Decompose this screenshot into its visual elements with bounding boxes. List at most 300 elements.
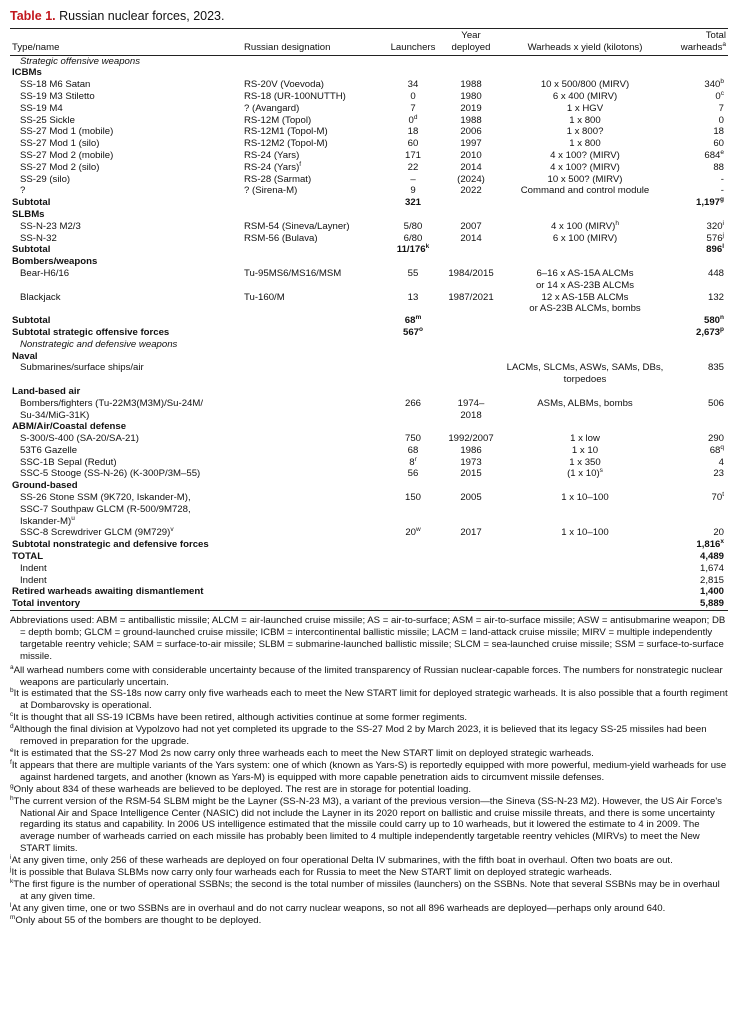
row-designation: [242, 445, 384, 457]
row-year: [442, 55, 500, 67]
row-year: 1986: [460, 444, 482, 456]
row-designation: [242, 492, 384, 527]
row-name: SS-29 (silo): [20, 173, 71, 185]
row-designation: [242, 586, 384, 598]
row-warheads-yield: [500, 586, 670, 598]
header-designation: Russian designation: [242, 30, 384, 55]
row-total-warheads: 1,816$^x$: [696, 538, 724, 551]
row-designation: Tu-160/M: [244, 291, 285, 303]
footnote: $^h$The current version of the RSM-54 SLBM might be the Layner (SS-N-23 M3), a variant of the previous version—the Sineva (SS-N-23 M2). However, the US Air Force's National Air and Space Intelligence Center (NASIC) did not include the Layner in its 2020 report on ballistic and cruise missile threats, and there is some uncertainty regarding its status and capability. In 2006 US intelligence estimated that the missile could carry up to 10 warheads, but it lowered the estimate to 4 in 2009. The average number of warheads carried on each missile has probably been limited to 4 multiple independently targetable reentry vehicles (MIRVs) to meet the New START limits.: [10, 794, 722, 855]
row-year: 2015: [460, 468, 482, 480]
table-notes: [10, 615, 728, 927]
row-warheads-yield: 1 x HGV: [566, 102, 604, 114]
row-launchers: 0: [410, 90, 416, 102]
row-designation: ? (Sirena-M): [244, 185, 298, 197]
row-name: TOTAL: [12, 551, 44, 563]
row-year: 1992/2007: [448, 433, 494, 445]
row-designation: RS-12M2 (Topol-M): [244, 138, 328, 150]
row-year: 1984/2015: [448, 267, 494, 279]
row-name: ?: [20, 185, 26, 197]
row-year: [442, 563, 500, 575]
row-designation: [242, 244, 384, 256]
row-total-warheads: [670, 55, 728, 67]
row-designation: [242, 527, 384, 539]
row-year: [442, 67, 500, 79]
row-year: [442, 539, 500, 551]
table-row: [10, 327, 728, 339]
row-designation: [242, 598, 384, 610]
table-row: [10, 150, 728, 162]
header-year: Year deployed: [442, 30, 500, 55]
row-total-warheads: 20: [713, 527, 724, 539]
table-row: [10, 480, 728, 492]
row-year: [442, 551, 500, 563]
table-row: [10, 492, 728, 527]
row-launchers: [384, 351, 442, 363]
table-row: [10, 351, 728, 363]
table-row: [10, 138, 728, 150]
row-total-warheads: 60: [713, 138, 724, 150]
row-name: ICBMs: [12, 67, 42, 79]
row-launchers: 0$^d$: [408, 113, 418, 126]
row-year: [442, 339, 500, 351]
footnote: $^d$Although the final division at Vypolzovo had not yet completed its upgrade to the SS-27 Mod 2 by March 2023, it is believed that its legacy SS-25 missiles had been removed in preparation for the upgrade.: [10, 723, 707, 748]
row-designation: RSM-56 (Bulava): [244, 232, 318, 244]
nuclear-forces-table: [10, 28, 728, 611]
row-year: [442, 362, 500, 386]
row-designation: RS-28 (Sarmat): [244, 173, 312, 185]
row-total-warheads: 0: [718, 114, 724, 126]
row-total-warheads: 290: [707, 433, 724, 445]
row-name: SSC-1B Sepal (Redut): [20, 456, 117, 468]
row-designation: [242, 551, 384, 563]
row-year: [442, 327, 500, 339]
row-year: [442, 351, 500, 363]
row-name: Land-based air: [12, 385, 81, 397]
row-designation: [242, 468, 384, 480]
row-launchers: 68$^m$: [404, 314, 422, 327]
table-caption: Russian nuclear forces, 2023.: [59, 9, 225, 23]
table-row: [10, 268, 728, 292]
row-launchers: 8$^r$: [409, 455, 417, 468]
row-name: Blackjack: [20, 291, 61, 303]
row-launchers: [384, 386, 442, 398]
row-launchers: 20$^w$: [405, 526, 421, 539]
footnote: $^i$At any given time, only 256 of these warheads are deployed on four operational Delta IV submarines, with the fifth boat in overhaul. Often two boats are out.: [10, 854, 673, 867]
row-designation: [242, 67, 384, 79]
row-total-warheads: 4: [718, 456, 724, 468]
footnote: $^c$It is thought that all SS-19 ICBMs have been retired, although activities continue at some former regiments.: [10, 711, 468, 724]
row-launchers: 13: [407, 291, 419, 303]
row-designation: [242, 256, 384, 268]
row-launchers: 60: [407, 138, 419, 150]
row-launchers: 567$^o$: [403, 325, 423, 338]
row-designation: RS-18 (UR-100NUTTH): [244, 90, 346, 102]
row-warheads-yield: [500, 563, 670, 575]
row-total-warheads: [670, 256, 728, 268]
row-year: [442, 209, 500, 221]
row-launchers: [384, 563, 442, 575]
row-warheads-yield: [500, 209, 670, 221]
row-warheads-yield: 12 x AS-15B ALCMs or AS-23B ALCMs, bombs: [529, 291, 641, 315]
row-total-warheads: 684e: [704, 148, 724, 161]
row-warheads-yield: 1 x 800?: [566, 126, 604, 138]
row-total-warheads: [670, 421, 728, 433]
row-launchers: [384, 575, 442, 587]
row-name: SS-27 Mod 2 (mobile): [20, 149, 114, 161]
row-warheads-yield: 4 x 100? (MIRV): [550, 161, 620, 173]
row-warheads-yield: [500, 421, 670, 433]
row-name: Bear-H6/16: [20, 267, 70, 279]
row-warheads-yield: 10 x 500? (MIRV): [547, 173, 623, 185]
row-name: Subtotal: [12, 197, 51, 209]
row-total-warheads: 896$^l$: [706, 243, 724, 256]
row-designation: [242, 339, 384, 351]
row-year: 1988: [460, 114, 482, 126]
row-total-warheads: 835: [707, 362, 724, 374]
row-year: [442, 575, 500, 587]
table-row: [10, 586, 728, 598]
row-year: [442, 586, 500, 598]
row-launchers: [384, 551, 442, 563]
table-row: [10, 527, 728, 539]
row-name: Total inventory: [10, 598, 242, 610]
table-row: [10, 209, 728, 221]
row-launchers: 18: [407, 126, 419, 138]
row-designation: Tu-95MS6/MS16/MSM: [244, 267, 342, 279]
row-warheads-yield: [500, 551, 670, 563]
row-name: Bombers/fighters (Tu-22M3(M3M)/Su-24M/ Su-34/MiG-31K): [20, 397, 204, 421]
table-row: [10, 339, 728, 351]
row-total-warheads: 70$^t$: [711, 491, 724, 504]
row-launchers: [384, 421, 442, 433]
row-name: SS-19 M3 Stiletto: [20, 90, 95, 102]
row-launchers: –: [410, 173, 416, 185]
row-warheads-yield: 1 x 800: [569, 138, 601, 150]
row-launchers: 68: [407, 444, 419, 456]
row-warheads-yield: 1 x 10: [571, 444, 599, 456]
table-row: [10, 421, 728, 433]
row-designation: [242, 327, 384, 339]
row-warheads-yield: 6 x 400 (MIRV): [552, 90, 618, 102]
row-total-warheads: 88: [713, 161, 724, 173]
row-designation: [242, 197, 384, 209]
row-warheads-yield: 1 x 10–100: [561, 492, 609, 504]
row-total-warheads: 320$^i$: [706, 219, 724, 232]
row-year: [442, 386, 500, 398]
table-body: [10, 55, 728, 610]
footnote: $^l$At any given time, one or two SSBNs are in overhaul and do not carry nuclear weapons, so not all 896 warheads are deployed—perhaps only around 640.: [10, 901, 666, 914]
table-row: [10, 362, 728, 386]
table-row: [10, 457, 728, 469]
table-row: [10, 292, 728, 316]
row-total-warheads: 1,674: [699, 562, 724, 574]
row-launchers: [384, 480, 442, 492]
row-designation: [242, 351, 384, 363]
table-row: [10, 103, 728, 115]
row-launchers: [384, 339, 442, 351]
row-name: SS-19 M4: [20, 102, 63, 114]
table-row: [10, 115, 728, 127]
row-warheads-yield: [500, 315, 670, 327]
row-launchers: 6/80: [403, 232, 423, 244]
row-warheads-yield: 4 x 100 (MIRV)$^h$: [551, 219, 619, 232]
table-row: [10, 539, 728, 551]
row-launchers: 9: [410, 185, 416, 197]
row-total-warheads: 1,197$^g$: [696, 196, 724, 209]
row-total-warheads: 1,400: [699, 586, 724, 598]
row-year: 2006: [460, 126, 482, 138]
row-warheads-yield: [500, 575, 670, 587]
table-row: [10, 197, 728, 209]
row-warheads-yield: ASMs, ALBMs, bombs: [537, 397, 633, 409]
table-row: [10, 91, 728, 103]
row-year: 1973: [460, 456, 482, 468]
row-name: Submarines/surface ships/air: [20, 362, 144, 374]
row-warheads-yield: [500, 327, 670, 339]
table-row: [10, 551, 728, 563]
row-total-warheads: -: [720, 173, 724, 185]
table-row: [10, 174, 728, 186]
row-year: 2014: [460, 161, 482, 173]
row-launchers: [384, 362, 442, 386]
row-total-warheads: 2,815: [699, 574, 724, 586]
row-warheads-yield: 6 x 100 (MIRV): [552, 232, 618, 244]
row-name: SSC-5 Stooge (SS-N-26) (K-300P/3M–55): [20, 468, 201, 480]
row-designation: [242, 315, 384, 327]
row-designation: [242, 480, 384, 492]
row-total-warheads: -: [720, 185, 724, 197]
row-total-warheads: [670, 339, 728, 351]
table-row: [10, 575, 728, 587]
footnote: $^j$It is possible that Bulava SLBMs now carry only four warheads each for Russia to meet the New START limit on deployed strategic warheads.: [10, 866, 612, 879]
row-launchers: 22: [407, 161, 419, 173]
row-name: SSC-8 Screwdriver GLCM $(9M729)^v$: [20, 526, 174, 539]
row-name: Ground-based: [12, 480, 78, 492]
row-total-warheads: 2,673$^p$: [696, 325, 724, 338]
table-number: Table 1.: [10, 9, 56, 23]
row-launchers: 266: [404, 397, 421, 409]
row-name: Subtotal: [12, 315, 51, 327]
row-year: 2014: [460, 232, 482, 244]
row-warheads-yield: 1 x 350: [569, 456, 601, 468]
footnote: $^f$It appears that there are multiple variants of the Yars system: one of which (known as Yars-S) is reportedly equipped with more powerful, medium-yield warheads for use against hardened targets, and another (known as Yars-M) is equipped with more capable penetration aids to circumvent missile defenses.: [10, 758, 727, 783]
row-warheads-yield: 1 x low: [570, 433, 600, 445]
row-warheads-yield: [500, 256, 670, 268]
row-warheads-yield: Command and control module: [520, 185, 650, 197]
row-year: 2007: [460, 220, 482, 232]
row-warheads-yield: [500, 55, 670, 67]
row-total-warheads: 506: [707, 397, 724, 409]
row-total-warheads: 0$^c$: [715, 89, 724, 102]
row-name: Naval: [12, 350, 38, 362]
header-warheads-yield: Warheads x yield (kilotons): [500, 30, 670, 55]
row-name: Bombers/weapons: [12, 256, 98, 268]
row-designation: [242, 55, 384, 67]
table-row: [10, 315, 728, 327]
abbreviations-note: Abbreviations used: ABM = antiballistic missile; ALCM = air-launched cruise missile; AS = air-to-surface; ASM = air-to-surface missile; ASW = antisubmarine weapon; DB = depth bomb; GLCM = ground-launched cruise missile; ICBM = intercontinental ballistic missile; LACM = land-attack cruise missile; MIRV = multiple independently targetable reentry vehicle; SAM = surface-to-air missile; SLBM = submarine-launched ballistic missile; SLCM = sea-launched cruise missile; SSM = surface-to-surface missile.: [10, 615, 726, 662]
row-name: SS-N-32: [20, 232, 57, 244]
row-launchers: 150: [404, 492, 421, 504]
row-total-warheads: [670, 209, 728, 221]
row-warheads-yield: 6–16 x AS-15A ALCMs or 14 x AS-23B ALCMs: [535, 267, 635, 291]
row-total-warheads: 4,489: [699, 551, 724, 563]
footnote: $^k$The first figure is the number of operational SSBNs; the second is the total number of missiles (launchers) on the SSBNs. Note that several SSBNs may be in overhaul at any given time.: [10, 877, 720, 902]
row-name: S-300/S-400 (SA-20/SA-21): [20, 433, 139, 445]
row-year: 2019: [460, 102, 482, 114]
row-warheads-yield: 1 x 10–100: [561, 527, 609, 539]
row-year: 1974– 2018: [457, 397, 485, 421]
row-launchers: 55: [407, 267, 419, 279]
row-warheads-yield: [500, 598, 670, 610]
row-launchers: 56: [407, 468, 419, 480]
row-designation: RS-20V (Voevoda): [244, 79, 324, 91]
row-launchers: [384, 55, 442, 67]
row-name: Nonstrategic and defensive weapons: [20, 338, 178, 350]
row-year: [442, 197, 500, 209]
row-year: [442, 244, 500, 256]
row-total-warheads: 448: [707, 267, 724, 279]
footnote: $^m$Only about 55 of the bombers are thought to be deployed.: [10, 913, 262, 926]
row-year: 2022: [460, 185, 482, 197]
row-designation: [242, 433, 384, 445]
table-row: [10, 256, 728, 268]
row-launchers: [384, 256, 442, 268]
row-launchers: 7: [410, 102, 416, 114]
table-row: [10, 233, 728, 245]
header-total-warheads: Total warheads$^a$: [670, 30, 728, 55]
table-row: [10, 162, 728, 174]
row-warheads-yield: [500, 339, 670, 351]
row-name: Retired warheads awaiting dismantlement: [12, 586, 204, 598]
row-name: 53T6 Gazelle: [20, 444, 78, 456]
row-name: Subtotal nonstrategic and defensive forces: [12, 539, 209, 551]
row-name: ABM/Air/Coastal defense: [12, 421, 127, 433]
row-designation: [242, 386, 384, 398]
row-warheads-yield: [500, 244, 670, 256]
row-total-warheads: [670, 480, 728, 492]
row-year: 2005: [460, 492, 482, 504]
row-name: SS-18 M6 Satan: [20, 79, 91, 91]
table-row: [10, 79, 728, 91]
row-warheads-yield: [500, 351, 670, 363]
row-year: [442, 421, 500, 433]
row-designation: RSM-54 (Sineva/Layner): [244, 220, 350, 232]
row-launchers: [384, 539, 442, 551]
row-name: SS-27 Mod 1 (mobile): [20, 126, 114, 138]
row-total-warheads: 5,889: [670, 598, 728, 610]
row-year: 1980: [460, 90, 482, 102]
row-name: Indent: [20, 574, 47, 586]
row-designation: [242, 563, 384, 575]
row-name: Subtotal strategic offensive forces: [12, 326, 170, 338]
row-warheads-yield: [500, 539, 670, 551]
row-designation: [242, 457, 384, 469]
row-year: [442, 480, 500, 492]
row-launchers: 171: [404, 149, 421, 161]
row-year: (2024): [457, 173, 485, 185]
row-warheads-yield: LACMs, SLCMs, ASWs, SAMs, DBs, torpedoes: [506, 362, 664, 386]
row-name: Strategic offensive weapons: [20, 55, 140, 67]
row-designation: [242, 362, 384, 386]
row-warheads-yield: 10 x 500/800 (MIRV): [540, 79, 630, 91]
footnote: $^b$It is estimated that the SS-18s now carry only five warheads each to meet the New START limit for deployed strategic warheads. It is also possible that a fourth regiment at Dombarovsky is operational.: [10, 687, 728, 712]
row-name: SS-27 Mod 1 (silo): [20, 138, 100, 150]
table-row: [10, 398, 728, 422]
row-year: [442, 256, 500, 268]
table-row: [10, 126, 728, 138]
row-year: [442, 598, 500, 610]
row-warheads-yield: [500, 386, 670, 398]
row-designation: [242, 539, 384, 551]
table-row: [10, 468, 728, 480]
row-warheads-yield: 4 x 100? (MIRV): [550, 149, 620, 161]
row-designation: RS-12M1 (Topol-M): [244, 126, 328, 138]
row-designation: [242, 421, 384, 433]
row-year: 1997: [460, 138, 482, 150]
row-year: 1988: [460, 79, 482, 91]
row-launchers: 750: [404, 433, 421, 445]
row-name: SS-27 Mod 2 (silo): [20, 161, 100, 173]
row-name: SS-26 Stone SSM (9K720, Iskander-M), SSC-7 Southpaw GLCM (R-500/9M728, Iskander-M)$^u$: [20, 492, 191, 527]
row-total-warheads: 576$^j$: [706, 231, 724, 244]
row-designation: RS-12M (Topol): [244, 114, 312, 126]
row-name: SLBMs: [12, 208, 45, 220]
table-row: [10, 244, 728, 256]
table-row: [10, 598, 728, 610]
row-name: SS-25 Sickle: [20, 114, 75, 126]
row-launchers: [384, 67, 442, 79]
row-warheads-yield: [500, 67, 670, 79]
table-row: [10, 185, 728, 197]
row-total-warheads: [670, 386, 728, 398]
row-total-warheads: 18: [713, 126, 724, 138]
row-total-warheads: 7: [718, 102, 724, 114]
header-type: Type/name: [10, 30, 242, 55]
table-row: [10, 386, 728, 398]
row-launchers: [384, 586, 442, 598]
row-total-warheads: [670, 351, 728, 363]
row-name: Subtotal: [12, 244, 51, 256]
row-warheads-yield: [500, 197, 670, 209]
row-launchers: 5/80: [403, 220, 423, 232]
row-designation: RS-24 (Yars): [244, 149, 300, 161]
row-designation: RS-24 (Yars)$^f$: [244, 160, 302, 173]
row-launchers: [384, 598, 442, 610]
row-designation: [242, 398, 384, 422]
row-total-warheads: 340$^b$: [704, 78, 724, 91]
table-title: [10, 9, 728, 23]
row-launchers: [384, 209, 442, 221]
row-total-warheads: 132: [707, 291, 724, 303]
footnote: $^g$Only about 834 of these warheads are believed to be deployed. The rest are in storage for potential loading.: [10, 782, 472, 795]
row-warheads-yield: (1 x 10)$^s$: [567, 467, 603, 480]
row-total-warheads: 23: [713, 468, 724, 480]
footnotes: [10, 665, 728, 927]
table-row: [10, 55, 728, 67]
row-launchers: 34: [407, 79, 419, 91]
row-total-warheads: 580$^n$: [704, 314, 724, 327]
row-total-warheads: 68$^q$: [709, 443, 724, 456]
row-year: 1987/2021: [448, 291, 494, 303]
row-name: SS-N-23 M2/3: [20, 220, 81, 232]
table-row: [10, 563, 728, 575]
table-row: [10, 221, 728, 233]
header-launchers: Launchers: [384, 30, 442, 55]
table-row: [10, 445, 728, 457]
row-year: 2010: [460, 149, 482, 161]
row-designation: [242, 575, 384, 587]
